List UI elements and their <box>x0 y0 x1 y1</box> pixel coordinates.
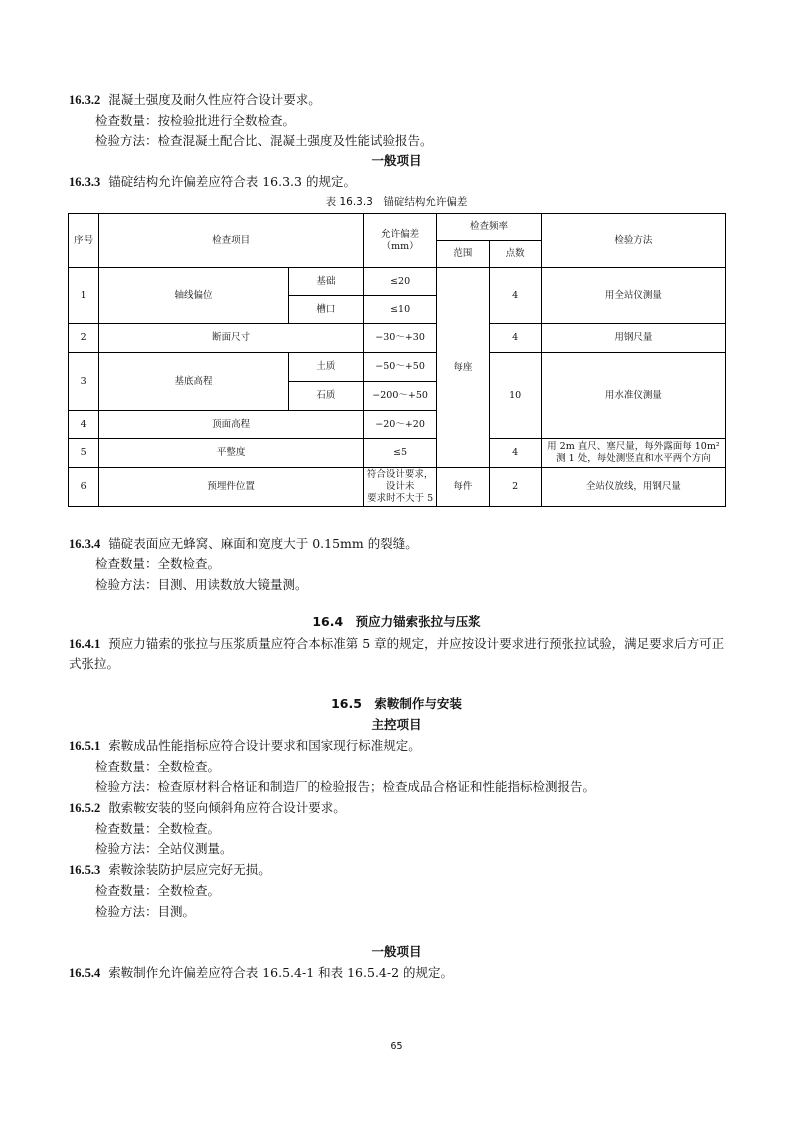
section-16-4-title: 16.4 预应力锚索张拉与压浆 <box>312 614 481 629</box>
inspection-quantity: 检查数量：全数检查。 <box>95 821 221 836</box>
cell-subitem: 土质 <box>288 353 363 382</box>
clause-number: 16.5.2 <box>69 801 101 815</box>
cell-subitem: 槽口 <box>288 296 363 324</box>
inspection-method: 检验方法：目测。 <box>95 904 196 919</box>
clause-number: 16.5.1 <box>69 739 101 753</box>
header-no: 序号 <box>69 214 99 268</box>
cell-method: 用钢尺量 <box>541 324 725 353</box>
cell-tolerance: ≤10 <box>364 296 437 324</box>
clause-text: 预应力锚索的张拉与压浆质量应符合本标准第 5 章的规定，并应按设计要求进行预张拉试验，满足要求后方可正式张拉。 <box>69 636 725 671</box>
tolerance-line-2: 要求时不大于 5 <box>367 493 434 504</box>
header-item: 检查项目 <box>99 214 364 268</box>
cell-no: 4 <box>69 411 99 439</box>
table-caption: 表 16.3.3 锚碇结构允许偏差 <box>325 196 468 208</box>
inspection-method: 检验方法：全站仪测量。 <box>95 841 233 856</box>
clause-text: 锚碇结构允许偏差应符合表 16.3.3 的规定。 <box>108 174 356 189</box>
inspection-method: 检验方法：检查原材料合格证和制造厂的检验报告；检查成品合格证和性能指标检测报告。 <box>95 779 596 794</box>
cell-tolerance: −50～+50 <box>364 353 437 382</box>
cell-item: 预埋件位置 <box>99 468 364 507</box>
cell-points: 2 <box>489 468 541 507</box>
cell-points: 4 <box>489 268 541 324</box>
cell-item: 顶面高程 <box>99 411 364 439</box>
cell-subitem: 石质 <box>288 382 363 411</box>
clause-number: 16.5.4 <box>69 966 101 980</box>
clause-16-4-1 <box>69 634 727 674</box>
cell-no: 1 <box>69 268 99 324</box>
header-frequency: 检查频率 <box>437 214 542 241</box>
cell-tolerance: −200～+50 <box>364 382 437 411</box>
clause-number: 16.5.3 <box>69 863 101 877</box>
clause-16-3-2 <box>69 91 321 109</box>
clause-16-5-3 <box>69 861 271 879</box>
method-line-2: 测 1 处，每处测竖直和水平两个方向 <box>556 453 711 464</box>
cell-tolerance: −20～+20 <box>364 411 437 439</box>
cell-method: 用全站仪测量 <box>541 268 725 324</box>
inspection-quantity: 检查数量：全数检查。 <box>95 883 221 898</box>
cell-item: 轴线偏位 <box>99 268 288 324</box>
header-tolerance-label: 允许偏差 <box>381 228 420 240</box>
cell-tolerance: ≤5 <box>364 439 437 468</box>
cell-no: 3 <box>69 353 99 411</box>
header-method: 检验方法 <box>541 214 725 268</box>
cell-points: 4 <box>489 324 541 353</box>
cell-item: 基底高程 <box>99 353 288 411</box>
cell-points: 4 <box>489 439 541 468</box>
inspection-quantity: 检查数量：按检验批进行全数检查。 <box>95 113 296 128</box>
cell-method: 用水准仪测量 <box>541 353 725 439</box>
cell-item: 平整度 <box>99 439 364 468</box>
cell-range-merged: 每座 <box>437 268 489 468</box>
inspection-quantity: 检查数量：全数检查。 <box>95 759 221 774</box>
cell-subitem: 基础 <box>288 268 363 296</box>
clause-number: 16.3.3 <box>69 175 101 189</box>
cell-tolerance: −30～+30 <box>364 324 437 353</box>
cell-item: 断面尺寸 <box>99 324 364 353</box>
main-items-heading: 主控项目 <box>371 717 422 732</box>
section-16-5-title: 16.5 索鞍制作与安装 <box>331 696 462 711</box>
clause-text: 索鞍制作允许偏差应符合表 16.5.4-1 和表 16.5.4-2 的规定。 <box>108 965 454 980</box>
inspection-quantity: 检查数量：全数检查。 <box>95 556 221 571</box>
page-number: 65 <box>390 1041 403 1052</box>
cell-no: 5 <box>69 439 99 468</box>
cell-no: 6 <box>69 468 99 507</box>
clause-number: 16.3.2 <box>69 93 101 107</box>
clause-16-3-4 <box>69 535 418 553</box>
clause-text: 散索鞍安装的竖向倾斜角应符合设计要求。 <box>108 800 346 815</box>
header-tolerance-unit: （mm） <box>381 240 419 252</box>
clause-16-3-3 <box>69 173 356 191</box>
header-points: 点数 <box>489 241 541 268</box>
clause-16-5-4 <box>69 964 453 982</box>
general-items-heading: 一般项目 <box>371 944 422 959</box>
cell-points: 10 <box>489 353 541 439</box>
header-tolerance <box>364 214 437 268</box>
cell-tolerance: ≤20 <box>364 268 437 296</box>
clause-text: 索鞍成品性能指标应符合设计要求和国家现行标准规定。 <box>108 738 421 753</box>
clause-16-5-1 <box>69 737 421 755</box>
inspection-method: 检验方法：目测、用读数放大镜量测。 <box>95 577 308 592</box>
tolerance-line-1: 符合设计要求，设计未 <box>366 469 434 492</box>
tolerance-table <box>68 213 726 507</box>
cell-no: 2 <box>69 324 99 353</box>
general-items-heading: 一般项目 <box>371 153 422 168</box>
cell-method: 全站仪放线，用钢尺量 <box>541 468 725 507</box>
cell-range: 每件 <box>437 468 489 507</box>
inspection-method: 检验方法：检查混凝土配合比、混凝土强度及性能试验报告。 <box>95 133 433 148</box>
clause-number: 16.4.1 <box>69 637 101 651</box>
method-line-1: 用 2m 直尺、塞尺量，每外露面每 10m² <box>547 441 720 452</box>
clause-number: 16.3.4 <box>69 537 101 551</box>
clause-text: 索鞍涂装防护层应完好无损。 <box>108 862 271 877</box>
header-range: 范围 <box>437 241 489 268</box>
cell-method <box>541 439 725 468</box>
clause-16-5-2 <box>69 799 346 817</box>
clause-text: 混凝土强度及耐久性应符合设计要求。 <box>108 92 321 107</box>
clause-text: 锚碇表面应无蜂窝、麻面和宽度大于 0.15mm 的裂缝。 <box>108 536 418 551</box>
cell-tolerance <box>364 468 437 507</box>
